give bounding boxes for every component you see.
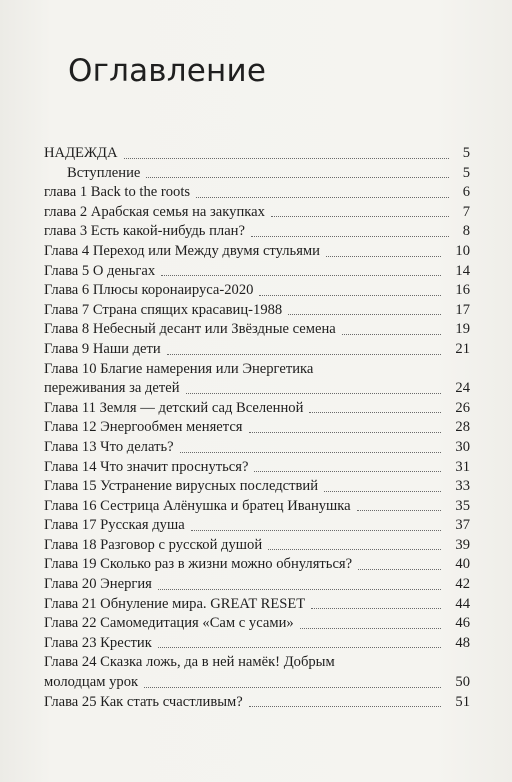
toc-entry-label: Глава 19 Сколько раз в жизни можно обнуляться?	[44, 556, 353, 573]
toc-dot-leader	[186, 393, 441, 394]
toc-entry	[44, 536, 470, 556]
toc-entry-label: Глава 4 Переход или Между двумя стульями	[44, 242, 320, 259]
toc-page-number: 6	[462, 184, 470, 201]
toc-dot-leader	[144, 687, 441, 688]
toc-dot-leader	[324, 491, 441, 492]
toc-entry-label: Глава 5 О деньгах	[44, 262, 156, 279]
toc-entry-label: Глава 7 Страна спящих красавиц-1988	[44, 301, 283, 318]
toc-entry-label: Глава 17 Русская душа	[44, 517, 185, 534]
toc-entry-label: Глава 13 Что делать?	[44, 438, 174, 455]
toc-entry-label: Глава 15 Устранение вирусных последствий	[44, 478, 319, 495]
toc-entry	[44, 301, 470, 321]
toc-page-number: 42	[455, 576, 470, 593]
toc-entry	[44, 516, 470, 536]
toc-page-number: 51	[455, 693, 470, 710]
toc-dot-leader	[249, 432, 441, 433]
toc-entry	[44, 262, 470, 282]
toc-entry	[44, 595, 470, 615]
toc-entry-label: Глава 25 Как стать счастливым?	[44, 693, 243, 710]
toc-entry	[44, 477, 470, 497]
toc-dot-leader	[249, 706, 441, 707]
toc-entry	[44, 320, 470, 340]
toc-entry	[44, 693, 470, 713]
toc-dot-leader	[191, 530, 441, 531]
toc-page-number: 33	[455, 478, 470, 495]
page-title: Оглавление	[68, 53, 267, 89]
toc-dot-leader	[326, 256, 441, 257]
toc-entry	[44, 575, 470, 595]
toc-entry	[44, 399, 470, 419]
toc-dot-leader	[196, 197, 449, 198]
toc-entry-label: глава 2 Арабская семья на закупках	[44, 203, 265, 220]
toc-page-number: 48	[455, 634, 470, 651]
toc-page-number: 31	[455, 458, 470, 475]
toc-dot-leader	[146, 177, 449, 178]
toc-entry	[44, 203, 470, 223]
toc-page-number: 10	[455, 242, 470, 259]
toc-page-number: 50	[455, 674, 470, 691]
toc-entry	[44, 497, 470, 517]
toc-dot-leader	[254, 471, 441, 472]
toc-dot-leader	[259, 295, 441, 296]
toc-dot-leader	[271, 216, 449, 217]
toc-page-number: 5	[462, 145, 470, 161]
toc-entry	[44, 360, 470, 380]
toc-page-number: 19	[455, 321, 470, 338]
toc-entry-label: Глава 12 Энергообмен меняется	[44, 419, 243, 436]
toc-page-number: 5	[462, 164, 470, 181]
toc-entry	[44, 242, 470, 262]
toc-entry-label: глава 3 Есть какой-нибудь план?	[44, 223, 245, 240]
toc-dot-leader	[357, 510, 441, 511]
toc-dot-leader	[251, 236, 449, 237]
toc-page-number: 28	[455, 419, 470, 436]
toc-entry-label: переживания за детей	[44, 380, 180, 397]
toc-entry	[44, 281, 470, 301]
toc-page-number: 44	[455, 595, 470, 612]
toc-dot-leader	[158, 647, 441, 648]
toc-entry-label: молодцам урок	[44, 674, 139, 691]
toc-dot-leader	[180, 452, 441, 453]
toc-page-number: 46	[455, 615, 470, 632]
toc-entry-label: Глава 16 Сестрица Алёнушка и братец Иванушка	[44, 497, 351, 514]
toc-entry	[44, 438, 470, 458]
table-of-contents	[44, 144, 470, 712]
toc-entry-label: Глава 6 Плюсы коронаируса-2020	[44, 282, 254, 299]
toc-entry-label: Глава 9 Наши дети	[44, 340, 161, 357]
toc-page-number: 35	[455, 497, 470, 514]
toc-page-number: 8	[462, 223, 470, 240]
toc-page-number: 17	[455, 301, 470, 318]
toc-entry-label: Глава 21 Обнуление мира. GREAT RESET	[44, 595, 306, 612]
toc-page-number: 21	[455, 340, 470, 357]
toc-entry	[44, 458, 470, 478]
toc-dot-leader	[158, 589, 441, 590]
toc-entry	[44, 144, 470, 164]
toc-page-number: 39	[455, 536, 470, 553]
toc-entry-label: глава 1 Back to the roots	[44, 184, 191, 201]
toc-page-number: 37	[455, 517, 470, 534]
toc-entry	[44, 634, 470, 654]
toc-entry	[44, 614, 470, 634]
toc-entry-label: Глава 10 Благие намерения или Энергетика	[44, 360, 314, 377]
toc-dot-leader	[358, 569, 441, 570]
toc-entry	[44, 222, 470, 242]
toc-entry-label: Глава 22 Самомедитация «Сам с усами»	[44, 615, 294, 632]
toc-entry	[44, 555, 470, 575]
toc-page-number: 30	[455, 438, 470, 455]
toc-dot-leader	[161, 275, 441, 276]
toc-entry	[44, 340, 470, 360]
toc-entry	[44, 673, 470, 693]
toc-entry-label: Глава 24 Сказка ложь, да в ней намёк! Добрым	[44, 654, 335, 671]
toc-dot-leader	[342, 334, 441, 335]
toc-dot-leader	[311, 608, 441, 609]
toc-page-number: 24	[455, 380, 470, 397]
toc-entry-label: НАДЕЖДА	[44, 145, 118, 161]
toc-entry-label: Глава 18 Разговор с русской душой	[44, 536, 263, 553]
toc-page-number: 16	[455, 282, 470, 299]
toc-entry-label: Глава 14 Что значит проснуться?	[44, 458, 249, 475]
toc-entry-label: Глава 11 Земля — детский сад Вселенной	[44, 399, 304, 416]
toc-entry-label: Глава 8 Небесный десант или Звёздные семена	[44, 321, 336, 338]
toc-dot-leader	[288, 314, 441, 315]
toc-entry	[44, 379, 470, 399]
toc-page-number: 7	[462, 203, 470, 220]
toc-dot-leader	[124, 158, 449, 159]
toc-dot-leader	[167, 354, 441, 355]
toc-dot-leader	[300, 628, 441, 629]
toc-entry-label: Вступление	[67, 164, 141, 181]
toc-entry	[44, 183, 470, 203]
toc-page-number: 14	[455, 262, 470, 279]
toc-dot-leader	[268, 549, 441, 550]
toc-dot-leader	[309, 412, 441, 413]
toc-page-number: 26	[455, 399, 470, 416]
toc-entry	[44, 164, 470, 184]
toc-entry	[44, 418, 470, 438]
toc-entry	[44, 653, 470, 673]
toc-entry-label: Глава 23 Крестик	[44, 634, 152, 651]
toc-page-number: 40	[455, 556, 470, 573]
toc-entry-label: Глава 20 Энергия	[44, 576, 152, 593]
